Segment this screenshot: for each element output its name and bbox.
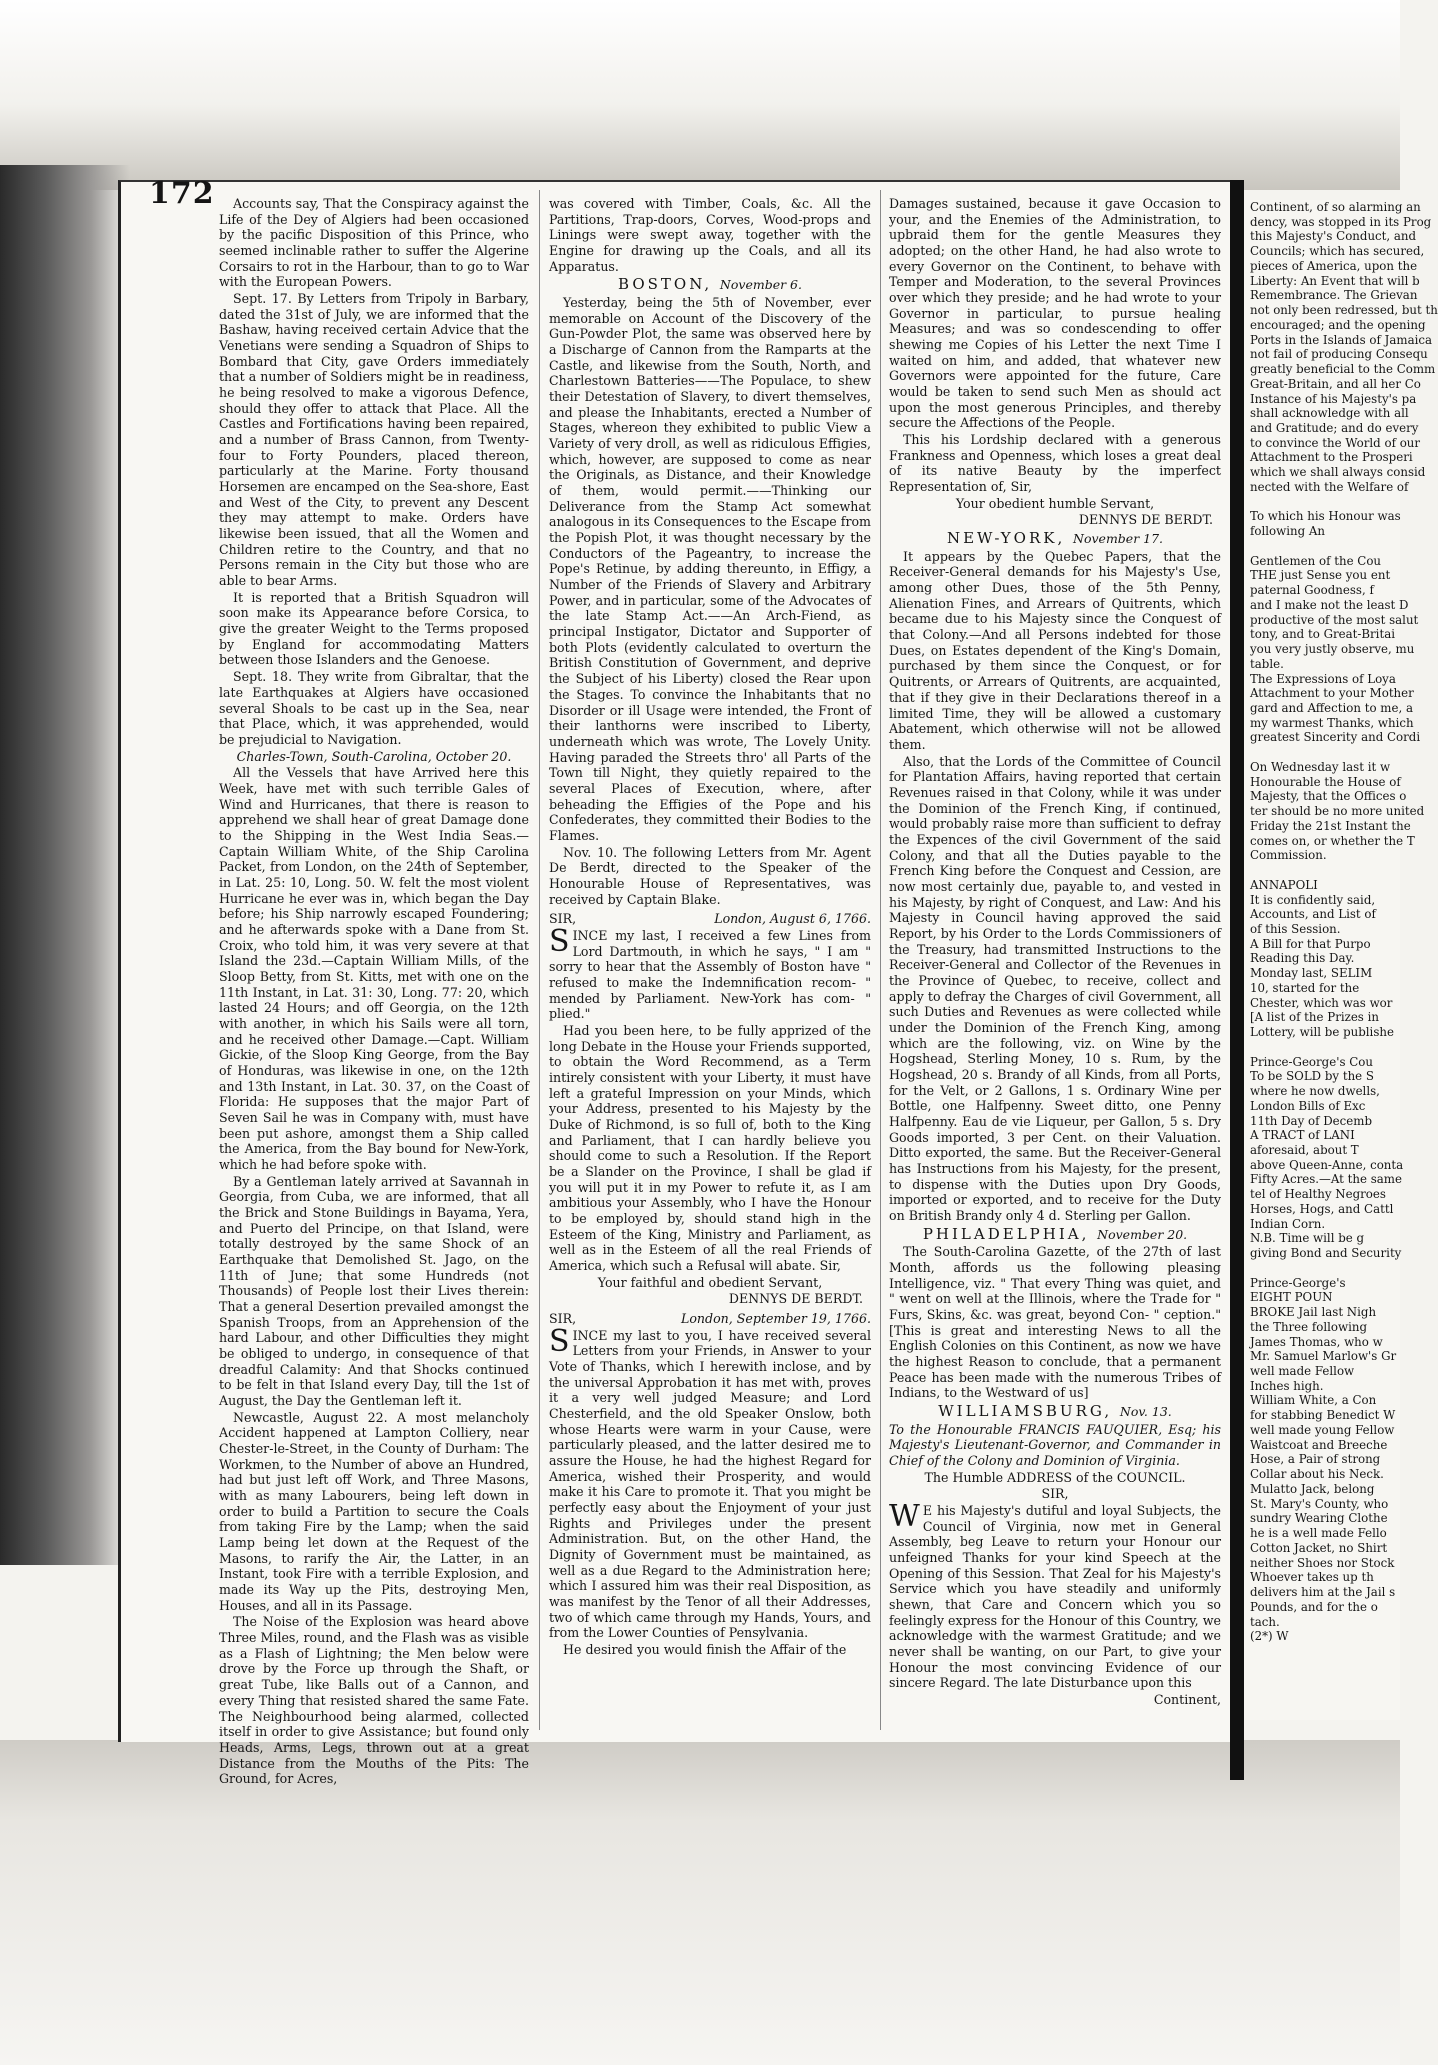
adjacent-page-line: (2*) W <box>1250 1629 1289 1644</box>
adjacent-page-line: not fail of producing Consequ <box>1250 347 1428 362</box>
catchword: Continent, <box>1153 1692 1221 1708</box>
column-1 <box>219 196 529 1787</box>
adjacent-page-line <box>1250 745 1420 760</box>
paragraph: All the Vessels that have Arrived here this Week, have met with such terrible Gales of Wind and Hurricanes, that there is reason to apprehend we shall hear of great Damage done to the Shipping in the West India Seas.—Captain William White, of the Ship Carolina Packet, from London, on the 24th of September, in Lat. 25: 10, Long. 50. W. felt the most violent Hurricane he ever was in, which began the Day before; his Ship narrowly escaped Foundering; and he afterwards spoke with a Dane from St. Croix, who told him, it was very severe at that Island the 23d.—Captain William Mills, of the Sloop Betty, from St. Kitts, met with one on the 11th Instant, in Lat. 31: 30, Long. 77: 20, which lasted 24 Hours; and off Georgia, on the 12th with another, in which his Sails were all torn, and he received other Damage.—Capt. William Gickie, of the Sloop King George, from the Bay of Honduras, was likewise in one, on the 12th and 13th Instant, in Lat. 30. 37, on the Coast of Florida: He supposes that the major Part of Seven Sail he was in Company with, must have been put ashore, amongst them a Ship called the America, from the Bay bound for New-York, which he had before spoke with. <box>219 765 529 1172</box>
adjacent-page-line: Reading this Day. <box>1250 951 1355 966</box>
column-rule <box>880 190 881 1730</box>
adjacent-page-line: A TRACT of LANI <box>1250 1128 1355 1143</box>
paragraph: It is reported that a British Squadron will soon make its Appearance before Corsica, to give the greater Weight to the Terms proposed by England for accommodating Matters between those Islanders and the Genoese. <box>219 589 529 668</box>
paragraph: Yesterday, being the 5th of November, ever memorable on Account of the Discovery of the Gun-Powder Plot, the same was observed here by a Discharge of Cannon from the Ramparts at the Castle, and likewise from the South, North, and Charlestown Batteries——The Populace, to shew their Detestation of Slavery, to divert themselves, and please the Inhabitants, erected a Number of Stages, whereon they exhibited to public View a Variety of very droll, as well as ridiculous Effigies, which, however, are supposed to come as near the Originals, as Distance, and their Knowledge of them, would permit.——Thinking our Deliverance from the Stamp Act somewhat analogous in its Consequences to the Escape from the Popish Plot, it was thought necessary by the Conductors of the Pageantry, to increase the Pope's Retinue, by adding thereunto, in Effigy, a Number of the Friends of Slavery and Arbitrary Power, and in particular, some of the Advocates of the late Stamp Act.——An Arch-Fiend, as principal Instigator, Dictator and Supporter of both Plots (evidently calculated to overturn the British Constitution of Government, and deprive the Subject of his Liberty) closed the Rear upon the Stages. To convince the Inhabitants that no Disorder or ill Usage were intended, the Front of their lanthorns were inscribed to Liberty, underneath which was wrote, The Lovely Unity. Having paraded the Streets thro' all Parts of the Town till Night, they quietly repaired to the several Places of Execution, where, after beheading the Effigies of the Pope and his Confederates, they committed their Bodies to the Flames. <box>549 295 871 843</box>
adjacent-page-line: To which his Honour was <box>1250 509 1401 524</box>
adjacent-page-line: this Majesty's Conduct, and <box>1250 229 1417 244</box>
adjacent-page-line: my warmest Thanks, which <box>1250 715 1414 730</box>
signature: DENNYS DE BERDT. <box>728 1291 863 1307</box>
adjacent-page-line: Majesty, that the Offices o <box>1250 789 1407 804</box>
adjacent-page-line: It is confidently said, <box>1250 892 1376 907</box>
adjacent-page-column <box>1250 200 1438 1644</box>
paragraph: Sept. 17. By Letters from Tripoly in Barbary, dated the 31st of July, we are informed that the Bashaw, having received certain Advice that the Venetians were sending a Squadron of Ships to Bombard that City, gave Orders immediately that a number of Soldiers might be in readiness, he being resolved to make a vigorous Defence, should they offer to attack that Place. All the Castles and Fortifications having been repaired, and a number of Brass Cannon, from Twenty-four to Forty Pounders, placed thereon, particularly at the Marine. Forty thousand Horsemen are encamped on the Sea-shore, East and West of the City, to prevent any Descent they may attempt to make. Orders have likewise been issued, that all the Women and Children retire to the Country, and that no Persons remain in the City but those who are able to bear Arms. <box>219 291 529 589</box>
adjacent-page-line: tel of Healthy Negroes <box>1250 1187 1386 1202</box>
adjacent-page-line: ter should be no more united <box>1250 804 1425 819</box>
adjacent-page-line: Accounts, and List of <box>1250 907 1376 922</box>
adjacent-page-line: sundry Wearing Clothe <box>1250 1511 1388 1526</box>
adjacent-page-line: Attachment to your Mother <box>1250 686 1414 701</box>
adjacent-page-line: the Three following <box>1250 1319 1368 1334</box>
adjacent-page-line: Whoever takes up th <box>1250 1570 1374 1585</box>
adjacent-page-line: tony, and to Great-Britai <box>1250 627 1395 642</box>
address-recipient: To the Honourable FRANCIS FAUQUIER, Esq; his Majesty's Lieutenant-Governor, and Commander in Chief of the Colony and Dominion of Virginia. <box>889 1421 1221 1469</box>
adjacent-page-line: N.B. Time will be g <box>1250 1231 1365 1246</box>
heading-date: November 6. <box>719 277 802 293</box>
adjacent-page-line: Monday last, SELIM <box>1250 966 1373 981</box>
adjacent-page-line: comes on, or whether the T <box>1250 833 1415 848</box>
section-heading-williamsburg <box>889 1402 1221 1421</box>
paragraph: Newcastle, August 22. A most melancholy Accident happened at Lampton Colliery, near Chester-le-Street, in the County of Durham: The Workmen, to the Number of above an Hundred, had but just left off Work, and Three Masons, with as many Labourers, being left down in order to build a Partition to secure the Coals from taking Fire by the Lamp; when the said Lamp being let down at the Request of the Masons, to rarify the Air, the Latter, in an Instant, took Fire with a terrible Explosion, and made its Way up the Pits, destroying Men, Houses, and all in its Passage. <box>219 1409 529 1613</box>
adjacent-page-line: following An <box>1250 524 1326 539</box>
adjacent-page-line: Fifty Acres.—At the same <box>1250 1172 1402 1187</box>
heading-text: NEW-YORK, <box>946 529 1066 548</box>
paragraph: Also, that the Lords of the Committee of Council for Plantation Affairs, having reported that certain Revenues raised in that Colony, while it was under the Dominion of the French King, if continued, would probably raise more than sufficient to defray the Expences of the civil Government of the said Colony, and that all the Duties payable to the French King before the Conquest and Cession, are now most certainly due, payable to, and vested in his Majesty, by right of Conquest, and Law: And his Majesty in Council having approved the said Report, by his Order to the Lords Commissioners of the Treasury, had transmitted Instructions to the Receiver-General and Collector of the Revenues in the Province of Quebec, to receive, collect and apply to defray the Charges of civil Government, all such Duties and Revenues as were collected while under the Dominion of the French King, among which are the following, viz. on Wine by the Hogshead, Sterling Money, 10 s. Rum, by the Hogshead, 20 s. Brandy of all Kinds, from all Ports, for the Velt, or 2 Gallons, 1 s. Ordinary Wine per Bottle, one Halfpenny. Sweet ditto, one Penny Halfpenny. Eau de vie Liqueur, per Gallon, 5 s. Dry Goods imported, 3 per Cent. on their Valuation. Ditto exported, the same. But the Receiver-General has Instructions from his Majesty, for the present, to dispense with the Duties upon Dry Goods, imported or exported, and to receive for the Duty on British Brandy only 4 d. Sterling per Gallon. <box>889 753 1221 1223</box>
adjacent-page-line: well made Fellow <box>1250 1364 1355 1379</box>
letter-closing: Your obedient humble Servant, <box>955 495 1155 511</box>
letter-closing: Your faithful and obedient Servant, <box>597 1274 823 1290</box>
adjacent-page-line: St. Mary's County, who <box>1250 1496 1389 1511</box>
adjacent-page-line: Indian Corn. <box>1250 1216 1326 1231</box>
adjacent-page-line: you very justly observe, mu <box>1250 642 1415 657</box>
adjacent-page-line: Cotton Jacket, no Shirt <box>1250 1540 1388 1555</box>
adjacent-page-line: encouraged; and the opening <box>1250 317 1426 332</box>
adjacent-page-line: Liberty: An Event that will b <box>1250 273 1420 288</box>
adjacent-page-line <box>1250 539 1420 554</box>
adjacent-page-line: Friday the 21st Instant the <box>1250 818 1411 833</box>
newspaper-page <box>118 176 1235 1787</box>
adjacent-page-line: for stabbing Benedict W <box>1250 1408 1396 1423</box>
adjacent-page-line: 11th Day of Decemb <box>1250 1113 1372 1128</box>
letter-body: SINCE my last to you, I have received several Letters from your Friends, in Answer to your Vote of Thanks, which I herewith inclose, and by the universal Approbation it has met with, proves it a very well judged Measure; and Lord Chesterfield, and the old Speaker Onslow, both whose Hearts were warm in your Cause, were particularly pleased, and the latter desired me to assure the House, he had the highest Regard for America, wished their Prosperity, and would make it his Care to promote it. That you might be perfectly easy about the Enjoyment of your just Rights and Privileges under the present Administration. But, on the other Hand, the Dignity of Government must be maintained, as well as a due Regard to the Administration here; which I assured him was their real Disposition, as was manifest by the Tenor of all their Addresses, two of which came through my Hands, Yours, and from the Lower Counties of Pensylvania. <box>549 1323 871 1641</box>
heading-text: BOSTON, <box>618 275 713 294</box>
adjacent-page-line: to convince the World of our <box>1250 435 1421 450</box>
letter-heading <box>549 1311 871 1327</box>
adjacent-page-line: not only been redressed, but th <box>1250 303 1438 318</box>
adjacent-page-line: productive of the most salut <box>1250 612 1419 627</box>
scan-bottom-margin <box>0 1740 1400 2065</box>
book-binding-shadow <box>0 165 130 1565</box>
adjacent-page-line: which we shall always consid <box>1250 465 1426 480</box>
adjacent-page-line: paternal Goodness, f <box>1250 583 1374 598</box>
adjacent-page-line <box>1250 863 1420 878</box>
adjacent-page-line: To be SOLD by the S <box>1250 1069 1374 1084</box>
section-heading-boston <box>549 275 871 294</box>
adjacent-page-line: Lottery, will be publishe <box>1250 1025 1394 1040</box>
paragraph: WE his Majesty's dutiful and loyal Subjects, the Council of Virginia, now met in General Assembly, beg Leave to return your Honour our unfeigned Thanks for your kind Speech at the Opening of this Session. That Zeal for his Majesty's Service which you have steadily and uniformly shewn, that Care and Concern which you so feelingly express for the Honour of this Country, we acknowledge with the warmest Gratitude; and we never shall be wanting, on our Part, to give your Honour the most convincing Evidence of our sincere Regard. The late Disturbance upon this <box>889 1499 1221 1691</box>
letter-heading <box>549 911 871 927</box>
adjacent-page-line: Gentlemen of the Cou <box>1250 553 1382 568</box>
adjacent-page-line: tach. <box>1250 1614 1280 1629</box>
paragraph: was covered with Timber, Coals, &c. All the Partitions, Trap-doors, Corves, Wood-props and Linings were swept away, together with the Engine for drawing up the Coals, and all its Apparatus. <box>549 196 871 274</box>
adjacent-page-line: nected with the Welfare of <box>1250 479 1409 494</box>
adjacent-page-line: On Wednesday last it w <box>1250 759 1391 774</box>
adjacent-page-line: ANNAPOLI <box>1250 877 1318 892</box>
paragraph: The Noise of the Explosion was heard above Three Miles, round, and the Flash was as visible as a Flash of Lightning; the Men below were drove by the Force up through the Shaft, or great Tube, like Balls out of a Cannon, and every Thing that resisted shared the same Fate. The Neighbourhood being alarmed, collected itself in order to give Assistance; but found only Heads, Arms, Legs, thrown out at a great Distance from the Mouths of the Pits: The Ground, for Acres, <box>219 1614 529 1787</box>
salutation: SIR, <box>1041 1486 1069 1502</box>
adjacent-page-line: dency, was stopped in its Prog <box>1250 214 1432 229</box>
adjacent-page-line: neither Shoes nor Stock <box>1250 1555 1395 1570</box>
adjacent-page-line: delivers him at the Jail s <box>1250 1585 1396 1600</box>
signature: DENNYS DE BERDT. <box>1078 512 1213 528</box>
adjacent-page-line: of this Session. <box>1250 921 1341 936</box>
adjacent-page-line: Prince-George's <box>1250 1275 1346 1290</box>
adjacent-page-line: [A list of the Prizes in <box>1250 1010 1379 1025</box>
adjacent-page-fragment <box>1244 200 1438 1720</box>
adjacent-page-line: Continent, of so alarming an <box>1250 200 1421 214</box>
paragraph: Had you been here, to be fully apprized of the long Debate in the House your Friends supported, to obtain the Word Recommend, as a Term intirely consistent with your Liberty, it must have left a grateful Impression on your Minds, which your Address, presented to his Majesty by the Duke of Richmond, is so full of, both to the King and Parliament, that I can hardly believe you should come to such a Resolution. If the Report be a Slander on the Province, I shall be glad if you will put it in my Power to refute it, as I am ambitious your Assembly, who I have the Honour to be employed by, should stand high in the Esteem of the King, Ministry and Parliament, as well as in the Esteem of all the real Friends of America, which such a Refusal will abate. Sir, <box>549 1022 871 1274</box>
adjacent-page-line: BROKE Jail last Nigh <box>1250 1305 1377 1320</box>
adjacent-page-line: 10, started for the <box>1250 980 1360 995</box>
adjacent-page-line: gard and Affection to me, a <box>1250 700 1413 715</box>
adjacent-page-line: Honourable the House of <box>1250 774 1401 789</box>
adjacent-page-line: EIGHT POUN <box>1250 1290 1333 1305</box>
adjacent-page-line: Attachment to the Prosperi <box>1250 450 1413 465</box>
adjacent-page-line: Ports in the Islands of Jamaica <box>1250 332 1433 347</box>
paragraph: Accounts say, That the Conspiracy against the Life of the Dey of Algiers had been occasioned by the pacific Disposition of this Prince, who seemed inclinable rather to suffer the Algerine Corsairs to rot in the Harbour, than to go to War with the European Powers. <box>219 196 529 290</box>
adjacent-page-line: above Queen-Anne, conta <box>1250 1157 1404 1172</box>
scan-top-margin <box>0 0 1400 190</box>
adjacent-page-line <box>1250 1040 1420 1055</box>
adjacent-page-line: Commission. <box>1250 848 1327 863</box>
adjacent-page-line: Great-Britain, and all her Co <box>1250 376 1421 391</box>
adjacent-page-line: greatest Sincerity and Cordi <box>1250 730 1421 745</box>
adjacent-page-line: Horses, Hogs, and Cattl <box>1250 1201 1394 1216</box>
paragraph: By a Gentleman lately arrived at Savannah in Georgia, from Cuba, we are informed, that all the Brick and Stone Buildings in Bayama, Yera, and Puerto del Principe, on that Island, were totally destroyed by the same Shock of an Earthquake that Demolished St. Jago, on the 11th of June; that some Hundreds (not Thousands) of People lost their Lives therein: That a general Desertion prevailed amongst the Spanish Troops, from an Apprehension of the hard Labour, and other Difficulties they might be obliged to undergo, in consequence of that dreadful Calamity: And that Shocks continued to be felt in that Island every Day, till the 1st of August, the Day the Gentleman left it. <box>219 1173 529 1409</box>
letter-body: SINCE my last, I received a few Lines from Lord Dartmouth, in which he says, " I am " sorry to hear that the Assembly of Boston have " refused to make the Indemnification recom- " mended by Parliament. New-York has com- " plied." <box>549 923 871 1022</box>
adjacent-page-line: Pounds, and for the o <box>1250 1599 1378 1614</box>
adjacent-page-line: he is a well made Fello <box>1250 1526 1387 1541</box>
letter-date: London, September 19, 1766. <box>680 1311 871 1327</box>
adjacent-page-line: James Thomas, who w <box>1250 1334 1383 1349</box>
adjacent-page-line: Mr. Samuel Marlow's Gr <box>1250 1349 1397 1364</box>
adjacent-page-line: pieces of America, upon the <box>1250 258 1418 273</box>
adjacent-page-line <box>1250 1261 1420 1276</box>
address-title: The Humble ADDRESS of the COUNCIL. <box>924 1469 1186 1485</box>
salutation: SIR, <box>549 911 577 927</box>
column-3 <box>889 196 1221 1726</box>
salutation: SIR, <box>549 1311 577 1327</box>
heading-date: Nov. 13. <box>1119 1404 1172 1420</box>
paragraph: Sept. 18. They write from Gibraltar, that the late Earthquakes at Algiers have occasioned several Shoals to be cast up in the Sea, near that Place, which, it was apprehended, would be prejudicial to Navigation. <box>219 669 529 747</box>
paragraph: It appears by the Quebec Papers, that the Receiver-General demands for his Majesty's Use, among other Dues, those of the 5th Penny, Alienation Fines, and Arrears of Quitrents, which became due to his Majesty since the Conquest of that Colony.—And all Persons indebted for those Dues, on Estates dependent of the King's Domain, purchased by them since the Conquest, or for Quitrents, or Arrears of Quitrents, are acquainted, that if they give in their Declarations thereof in a limited Time, they will be allowed a customary Abatement, which otherwise will not be allowed them. <box>889 548 1221 752</box>
adjacent-page-line: Remembrance. The Grievan <box>1250 288 1418 303</box>
heading-date: November 20. <box>1097 1226 1188 1242</box>
adjacent-page-line: and Gratitude; and do every <box>1250 421 1419 436</box>
adjacent-page-line: William White, a Con <box>1250 1393 1377 1408</box>
heading-text: WILLIAMSBURG, <box>938 1402 1113 1421</box>
page-edge-shadow <box>1230 180 1244 1780</box>
adjacent-page-line: where he now dwells, <box>1250 1084 1380 1099</box>
paragraph: Nov. 10. The following Letters from Mr. Agent De Berdt, directed to the Speaker of the Honourable House of Representatives, was received by Captain Blake. <box>549 844 871 907</box>
adjacent-page-line: greatly beneficial to the Comm <box>1250 362 1436 377</box>
adjacent-page-line: Waistcoat and Breeche <box>1250 1437 1388 1452</box>
section-heading-new-york <box>889 529 1221 548</box>
adjacent-page-line <box>1250 495 1420 510</box>
section-heading-philadelphia <box>889 1225 1221 1244</box>
heading-date: November 17. <box>1073 531 1164 547</box>
adjacent-page-line: aforesaid, about T <box>1250 1143 1359 1157</box>
letter-date: London, August 6, 1766. <box>714 911 871 927</box>
adjacent-page-line: Mulatto Jack, belong <box>1250 1481 1375 1496</box>
adjacent-page-line: A Bill for that Purpo <box>1250 936 1371 951</box>
adjacent-page-line: shall acknowledge with all <box>1250 406 1409 421</box>
adjacent-page-line: The Expressions of Loya <box>1250 671 1396 686</box>
adjacent-page-line: table. <box>1250 656 1284 671</box>
page-number: 172 <box>149 176 215 211</box>
paragraph: This his Lordship declared with a generous Frankness and Openness, which loses a great deal of its native Beauty by the imperfect Representation of, Sir, <box>889 432 1221 495</box>
dateline: Charles-Town, South-Carolina, October 20. <box>236 748 512 764</box>
adjacent-page-line: Collar about his Neck. <box>1250 1467 1384 1482</box>
adjacent-page-line: giving Bond and Security <box>1250 1246 1402 1261</box>
adjacent-page-line: and I make not the least D <box>1250 597 1409 612</box>
adjacent-page-line: Hose, a Pair of strong <box>1250 1452 1381 1467</box>
adjacent-page-line: well made young Fellow <box>1250 1422 1395 1437</box>
adjacent-page-line: THE just Sense you ent <box>1250 568 1391 583</box>
adjacent-page-line: Chester, which was wor <box>1250 995 1393 1010</box>
paragraph: Damages sustained, because it gave Occasion to your, and the Enemies of the Administration, to upbraid them for the gentle Measures they adopted; on the other Hand, he had also wrote to every Governor on the Continent, to behave with Temper and Moderation, to the several Provinces over which they preside; and he had wrote to your Governor in particular, to pursue healing Measures; and was so condescending to offer shewing me Copies of his Letter the next Time I waited on him, and added, that whatever new Governors were appointed for the future, Care would be taken to send such Men as should act upon the most generous Principles, and thereby secure the Affections of the People. <box>889 196 1221 431</box>
paragraph: The South-Carolina Gazette, of the 27th of last Month, affords us the following pleasing Intelligence, viz. " That every Thing was quiet, and " went on well at the Illinois, where the Trade for " Furs, Skins, &c. was great, beyond Con- " ception." [This is great and interesting News to all the English Colonies on this Continent, as now we have the highest Reason to conclude, that a permanent Peace has been made with the numerous Tribes of Indians, to the Westward of us] <box>889 1244 1221 1401</box>
column-2 <box>549 196 871 1726</box>
adjacent-page-line: Inches high. <box>1250 1378 1324 1393</box>
adjacent-page-line: London Bills of Exc <box>1250 1098 1366 1113</box>
heading-text: PHILADELPHIA, <box>922 1224 1090 1243</box>
adjacent-page-line: Prince-George's Cou <box>1250 1054 1373 1069</box>
paragraph: He desired you would finish the Affair of the <box>563 1642 847 1658</box>
adjacent-page-line: Councils; which has secured, <box>1250 244 1425 259</box>
column-rule <box>539 190 540 1730</box>
adjacent-page-line: Instance of his Majesty's pa <box>1250 391 1417 406</box>
